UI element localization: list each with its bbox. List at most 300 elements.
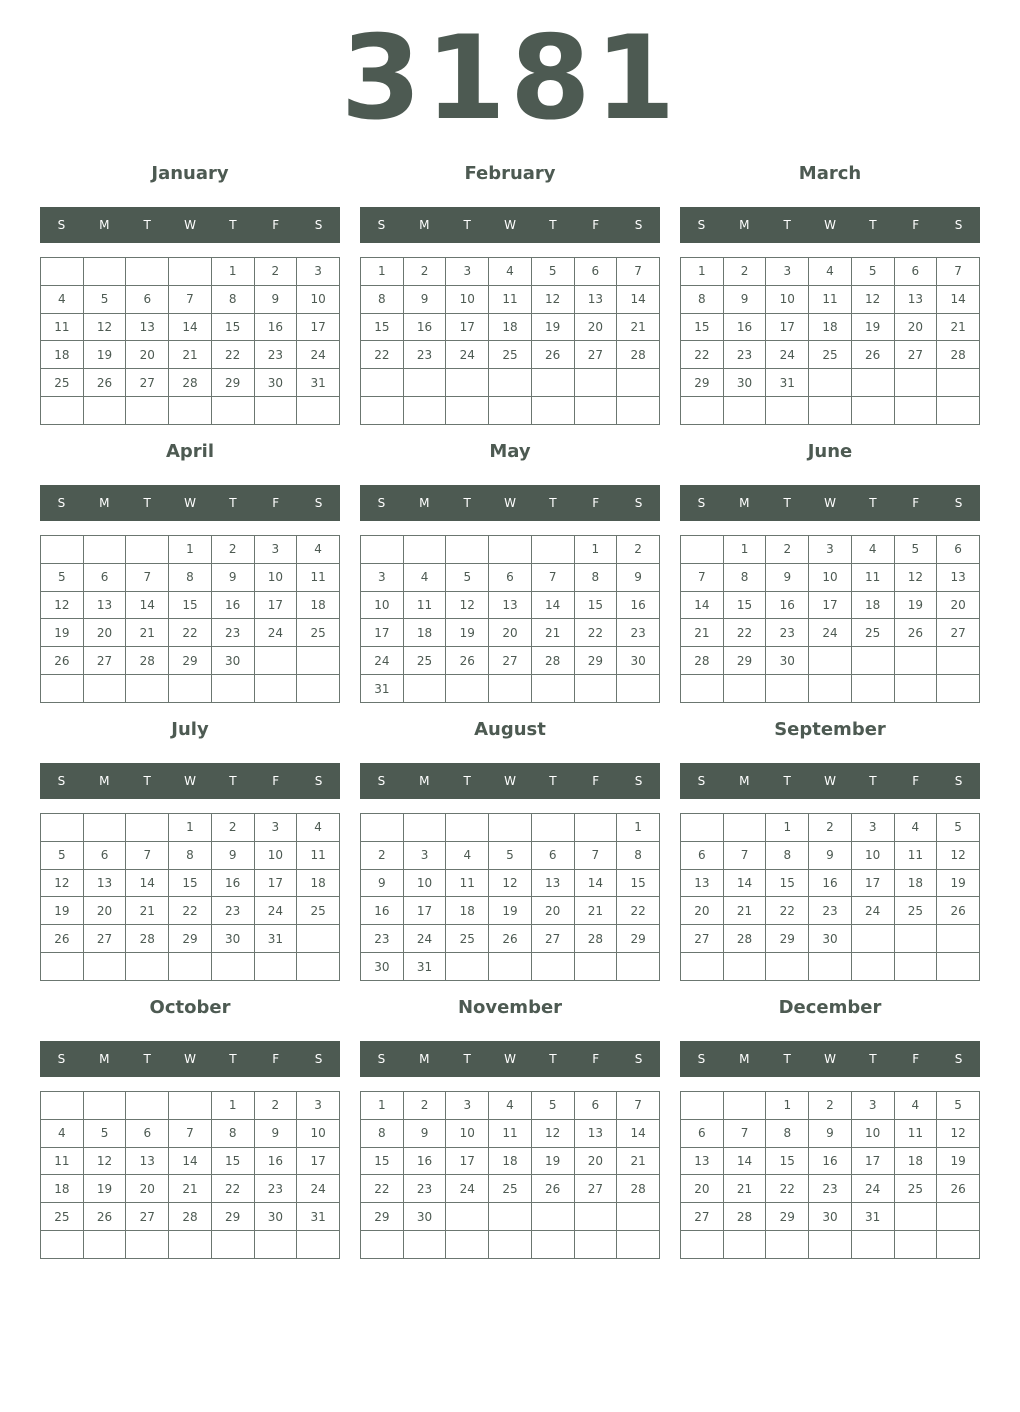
day-cell: 10 [851,841,894,869]
day-cell: 3 [254,536,297,564]
day-cell: 14 [681,591,724,619]
day-cell: 16 [809,1147,852,1175]
day-cell: 30 [361,953,404,981]
day-cell: 11 [41,1147,84,1175]
day-cell: 5 [851,258,894,286]
day-cell: 28 [723,1203,766,1231]
month-name: January [151,163,229,184]
empty-day-cell [83,536,126,564]
week-row [681,1119,980,1147]
week-row [41,1147,340,1175]
empty-day-cell [851,925,894,953]
empty-day-cell [851,675,894,703]
week-row [41,925,340,953]
day-cell: 24 [446,1175,489,1203]
empty-day-cell [446,814,489,842]
day-cell: 11 [446,869,489,897]
weekday-label: T [143,218,151,232]
day-cell: 4 [403,563,446,591]
day-cell: 19 [531,313,574,341]
day-cell: 4 [894,814,937,842]
day-cell: 18 [894,869,937,897]
day-cell: 6 [574,258,617,286]
weekday-label: T [229,496,237,510]
day-cell: 21 [617,1147,660,1175]
day-cell: 25 [297,619,340,647]
week-row [681,897,980,925]
day-cell: 3 [446,1092,489,1120]
day-cell: 30 [617,647,660,675]
weekday-label: F [912,218,920,232]
day-cell: 14 [169,1147,212,1175]
day-cell: 14 [617,285,660,313]
month-name: September [774,719,886,740]
day-cell: 6 [126,1119,169,1147]
day-cell: 17 [851,1147,894,1175]
weekday-label: T [869,496,877,510]
weekday-label: T [549,1052,557,1066]
week-row [361,869,660,897]
day-cell: 15 [169,869,212,897]
weekday-label: W [824,496,836,510]
weekday-label: W [184,496,196,510]
day-cell: 7 [126,563,169,591]
empty-day-cell [531,1203,574,1231]
week-row [681,369,980,397]
week-row [361,563,660,591]
day-cell: 24 [361,647,404,675]
day-cell: 29 [617,925,660,953]
weekday-label: S [57,218,66,232]
day-cell: 7 [126,841,169,869]
day-cell: 1 [681,258,724,286]
empty-day-cell [894,647,937,675]
weekday-label: T [463,218,471,232]
week-row [361,814,660,842]
day-cell: 13 [681,1147,724,1175]
weekday-label: W [504,218,516,232]
empty-day-cell [531,953,574,981]
day-cell: 14 [723,1147,766,1175]
weekday-label: T [869,218,877,232]
day-cell: 3 [851,1092,894,1120]
empty-day-cell [297,953,340,981]
day-cell: 4 [894,1092,937,1120]
week-row [361,619,660,647]
empty-day-cell [937,925,980,953]
empty-day-cell [403,397,446,425]
day-cell: 5 [41,563,84,591]
day-cell: 14 [126,869,169,897]
week-row [41,563,340,591]
weekday-label: W [824,218,836,232]
day-cell: 14 [617,1119,660,1147]
day-cell: 3 [851,814,894,842]
empty-day-cell [446,1203,489,1231]
day-cell: 24 [297,1175,340,1203]
day-cell: 25 [894,1175,937,1203]
week-row [41,897,340,925]
day-cell: 24 [851,897,894,925]
day-cell: 24 [766,341,809,369]
empty-day-cell [617,953,660,981]
weekday-label: S [697,496,706,510]
day-grid [360,535,660,703]
day-cell: 16 [617,591,660,619]
empty-day-cell [489,1231,532,1259]
day-cell: 5 [937,1092,980,1120]
day-cell: 27 [531,925,574,953]
day-cell: 9 [617,563,660,591]
day-cell: 24 [254,897,297,925]
day-grid [360,813,660,981]
day-cell: 28 [169,369,212,397]
day-cell: 10 [446,285,489,313]
day-cell: 12 [531,1119,574,1147]
day-cell: 12 [937,1119,980,1147]
day-cell: 25 [41,1203,84,1231]
empty-day-cell [211,397,254,425]
empty-day-cell [446,1231,489,1259]
week-row [361,1175,660,1203]
day-cell: 2 [403,1092,446,1120]
day-cell: 10 [809,563,852,591]
day-cell: 28 [681,647,724,675]
weekday-label: S [954,218,963,232]
day-cell: 18 [851,591,894,619]
day-cell: 19 [489,897,532,925]
day-cell: 20 [937,591,980,619]
empty-day-cell [403,369,446,397]
day-cell: 18 [489,313,532,341]
weekday-header [360,485,660,521]
empty-day-cell [574,369,617,397]
empty-day-cell [83,953,126,981]
day-cell: 11 [894,841,937,869]
day-cell: 10 [254,563,297,591]
weekday-label: T [463,774,471,788]
day-cell: 20 [489,619,532,647]
day-cell: 27 [681,925,724,953]
day-cell: 21 [723,1175,766,1203]
weekday-label: S [634,1052,643,1066]
day-cell: 24 [403,925,446,953]
weekday-label: M [99,496,110,510]
day-cell: 18 [489,1147,532,1175]
weekday-label: F [912,1052,920,1066]
week-row [361,369,660,397]
day-cell: 31 [361,675,404,703]
week-row [361,1203,660,1231]
week-row [41,397,340,425]
day-cell: 14 [574,869,617,897]
day-cell: 23 [723,341,766,369]
day-cell: 8 [681,285,724,313]
empty-day-cell [297,647,340,675]
week-row [41,675,340,703]
week-row [41,1231,340,1259]
day-cell: 7 [937,258,980,286]
day-cell: 23 [254,1175,297,1203]
day-cell: 8 [766,841,809,869]
empty-day-cell [574,1203,617,1231]
day-cell: 9 [766,563,809,591]
day-cell: 16 [211,591,254,619]
day-cell: 18 [41,341,84,369]
day-cell: 22 [169,897,212,925]
weekday-header [40,207,340,243]
day-cell: 11 [297,563,340,591]
day-cell: 27 [126,1203,169,1231]
day-cell: 12 [83,1147,126,1175]
day-cell: 6 [681,841,724,869]
day-cell: 6 [681,1119,724,1147]
empty-day-cell [126,397,169,425]
day-cell: 29 [169,925,212,953]
day-cell: 27 [937,619,980,647]
week-row [681,1147,980,1175]
day-cell: 28 [617,1175,660,1203]
empty-day-cell [83,258,126,286]
day-cell: 30 [254,369,297,397]
weekday-label: W [184,1052,196,1066]
weekday-label: W [504,496,516,510]
day-cell: 2 [361,841,404,869]
day-cell: 8 [211,1119,254,1147]
day-cell: 14 [937,285,980,313]
week-row [361,397,660,425]
day-cell: 15 [211,1147,254,1175]
day-cell: 19 [41,897,84,925]
day-cell: 4 [809,258,852,286]
weekday-label: F [272,1052,280,1066]
day-cell: 13 [894,285,937,313]
month-name: June [807,441,853,462]
month-name: February [464,163,556,184]
week-row [681,313,980,341]
week-row [681,925,980,953]
day-cell: 29 [211,369,254,397]
day-cell: 7 [574,841,617,869]
week-row [361,1092,660,1120]
day-cell: 16 [809,869,852,897]
week-row [681,1231,980,1259]
day-cell: 7 [617,258,660,286]
empty-day-cell [681,675,724,703]
day-cell: 22 [766,897,809,925]
empty-day-cell [403,814,446,842]
weekday-label: M [739,496,750,510]
day-cell: 20 [531,897,574,925]
day-cell: 28 [126,647,169,675]
empty-day-cell [297,397,340,425]
day-cell: 22 [361,341,404,369]
day-cell: 20 [574,313,617,341]
day-cell: 27 [574,341,617,369]
day-cell: 19 [531,1147,574,1175]
day-cell: 30 [766,647,809,675]
weekday-label: T [463,496,471,510]
weekday-header [40,1041,340,1077]
day-cell: 6 [83,841,126,869]
day-cell: 19 [83,1175,126,1203]
day-cell: 11 [41,313,84,341]
weekday-label: S [697,218,706,232]
week-row [681,258,980,286]
day-cell: 1 [361,1092,404,1120]
weekday-label: W [504,774,516,788]
weekday-label: M [419,1052,430,1066]
day-cell: 28 [169,1203,212,1231]
day-cell: 9 [254,1119,297,1147]
week-row [41,1175,340,1203]
day-cell: 30 [403,1203,446,1231]
empty-day-cell [297,925,340,953]
week-row [681,1175,980,1203]
empty-day-cell [809,675,852,703]
day-cell: 16 [403,1147,446,1175]
week-row [41,313,340,341]
empty-day-cell [723,397,766,425]
weekday-label: S [314,496,323,510]
day-cell: 2 [254,258,297,286]
day-cell: 7 [723,841,766,869]
day-cell: 13 [83,869,126,897]
day-cell: 25 [446,925,489,953]
week-row [681,647,980,675]
day-cell: 22 [574,619,617,647]
week-row [361,591,660,619]
day-cell: 5 [531,258,574,286]
day-cell: 2 [766,536,809,564]
weekday-label: S [57,1052,66,1066]
day-cell: 20 [83,897,126,925]
day-cell: 21 [681,619,724,647]
empty-day-cell [41,953,84,981]
day-cell: 12 [894,563,937,591]
empty-day-cell [489,369,532,397]
day-cell: 25 [809,341,852,369]
day-cell: 10 [403,869,446,897]
empty-day-cell [169,1092,212,1120]
day-cell: 13 [574,1119,617,1147]
day-cell: 30 [723,369,766,397]
day-cell: 14 [126,591,169,619]
weekday-label: T [783,218,791,232]
weekday-label: S [57,774,66,788]
weekday-label: M [739,1052,750,1066]
day-cell: 2 [211,536,254,564]
day-cell: 4 [446,841,489,869]
day-cell: 23 [617,619,660,647]
day-cell: 23 [403,341,446,369]
day-cell: 29 [766,1203,809,1231]
empty-day-cell [681,953,724,981]
day-cell: 16 [211,869,254,897]
day-cell: 26 [937,1175,980,1203]
day-cell: 14 [723,869,766,897]
empty-day-cell [617,1231,660,1259]
weekday-label: T [549,218,557,232]
day-cell: 31 [766,369,809,397]
empty-day-cell [446,675,489,703]
weekday-label: T [869,1052,877,1066]
day-grid [680,813,980,981]
week-row [41,619,340,647]
day-cell: 17 [403,897,446,925]
day-cell: 8 [574,563,617,591]
day-cell: 13 [531,869,574,897]
weekday-label: M [99,218,110,232]
empty-day-cell [894,925,937,953]
empty-day-cell [809,397,852,425]
day-cell: 15 [361,313,404,341]
day-cell: 10 [446,1119,489,1147]
empty-day-cell [41,1231,84,1259]
day-cell: 22 [211,1175,254,1203]
weekday-label: S [377,774,386,788]
day-cell: 28 [937,341,980,369]
day-cell: 22 [617,897,660,925]
day-cell: 5 [83,285,126,313]
empty-day-cell [617,397,660,425]
day-cell: 26 [851,341,894,369]
day-cell: 26 [937,897,980,925]
week-row [41,285,340,313]
day-cell: 13 [489,591,532,619]
weekday-label: M [419,218,430,232]
day-cell: 8 [766,1119,809,1147]
empty-day-cell [169,953,212,981]
empty-day-cell [894,1231,937,1259]
empty-day-cell [254,953,297,981]
empty-day-cell [41,258,84,286]
day-cell: 19 [894,591,937,619]
weekday-label: F [272,774,280,788]
month-name: November [457,997,563,1018]
weekday-header [680,763,980,799]
empty-day-cell [851,1231,894,1259]
day-cell: 12 [489,869,532,897]
day-cell: 31 [403,953,446,981]
day-cell: 1 [766,814,809,842]
empty-day-cell [574,953,617,981]
day-cell: 8 [361,285,404,313]
weekday-label: W [824,774,836,788]
day-cell: 26 [531,1175,574,1203]
day-cell: 22 [211,341,254,369]
empty-day-cell [41,675,84,703]
empty-day-cell [254,647,297,675]
empty-day-cell [83,814,126,842]
day-cell: 12 [531,285,574,313]
month-name: August [474,719,546,740]
day-cell: 27 [83,647,126,675]
week-row [681,563,980,591]
day-cell: 5 [41,841,84,869]
week-row [41,841,340,869]
day-grid [680,535,980,703]
week-row [681,814,980,842]
weekday-label: W [184,218,196,232]
day-grid [40,257,340,425]
day-cell: 16 [254,1147,297,1175]
week-row [681,1092,980,1120]
day-cell: 7 [617,1092,660,1120]
day-cell: 15 [574,591,617,619]
day-cell: 15 [361,1147,404,1175]
day-cell: 30 [809,1203,852,1231]
